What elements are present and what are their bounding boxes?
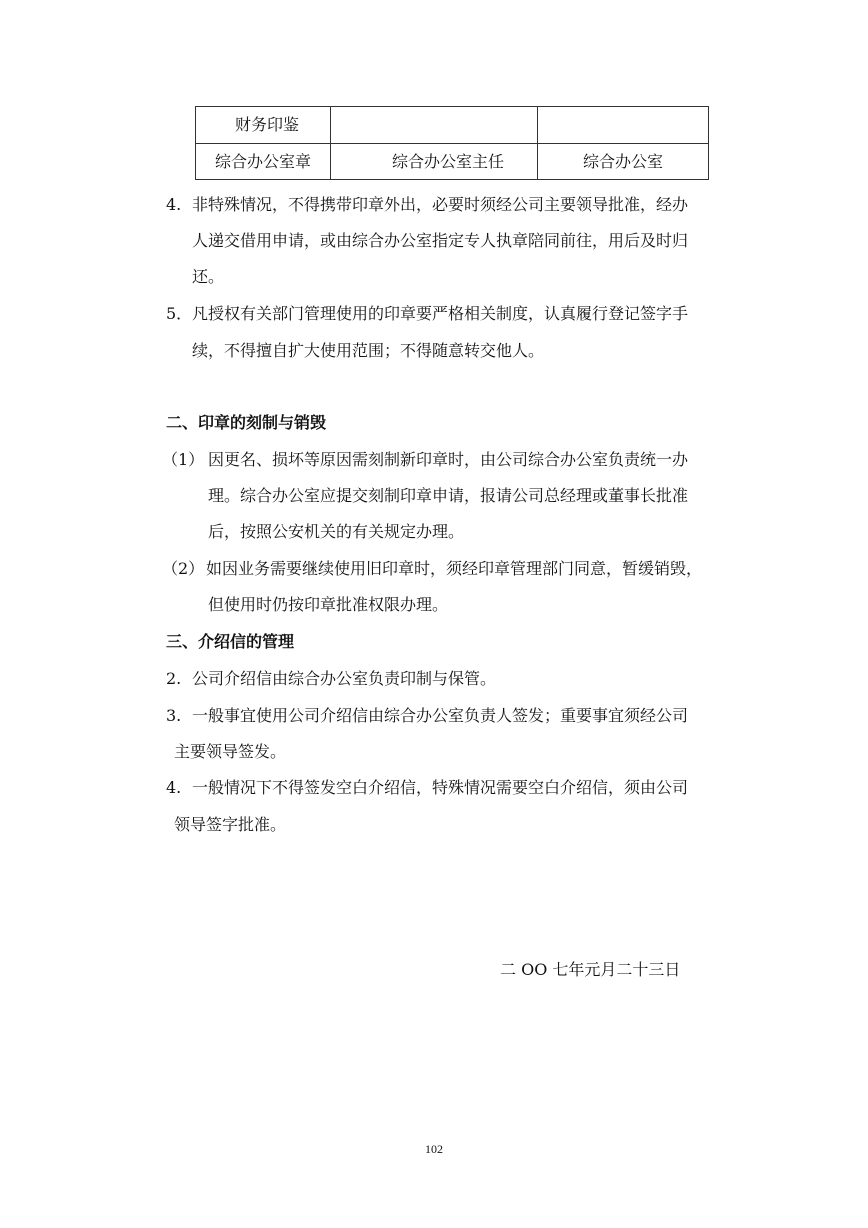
table-cell (538, 107, 708, 143)
item-number: 4. (166, 195, 182, 214)
item-text-line: 还。 (192, 267, 225, 286)
item-text-line: 但使用时仍按印章批准权限办理。 (208, 595, 449, 614)
item-text-line: 一般事宜使用公司介绍信由综合办公室负责人签发；重要事宜须经公司 (192, 706, 689, 725)
table-cell (331, 107, 538, 143)
page-number: 102 (425, 1142, 443, 1156)
item-text-line: 凡授权有关部门管理使用的印章要严格相关制度，认真履行登记签字手 (192, 304, 689, 323)
item-number: （1） (162, 450, 205, 469)
section-heading: 二、印章的刻制与销毁 (166, 413, 327, 432)
item-number: （2） (162, 559, 205, 578)
item-number: 3. (166, 706, 182, 725)
item-number: 4. (166, 778, 182, 797)
table-cell: 财务印鉴 (196, 107, 331, 143)
item-text-line: 一般情况下不得签发空白介绍信，特殊情况需要空白介绍信，须由公司 (192, 778, 689, 797)
item-number: 2. (166, 669, 182, 688)
item-text-line: 理。综合办公室应提交刻制印章申请，报请公司总经理或董事长批准 (208, 486, 689, 505)
item-text-line: 公司介绍信由综合办公室负责印制与保管。 (192, 669, 497, 688)
item-text-line: 领导签字批准。 (174, 815, 287, 834)
document-date: 二 OO 七年元月二十三日 (500, 960, 681, 979)
item-text-line: 续，不得擅自扩大使用范围；不得随意转交他人。 (192, 341, 545, 360)
item-number: 5． (166, 304, 193, 323)
table-cell: 综合办公室章 (196, 144, 331, 180)
item-text-line: 非特殊情况，不得携带印章外出，必要时须经公司主要领导批准，经办 (192, 195, 689, 214)
table-cell: 综合办公室 (582, 152, 663, 171)
table-row (196, 107, 708, 144)
table-cell: 综合办公室主任 (331, 144, 538, 180)
item-text-line: 后，按照公安机关的有关规定办理。 (208, 522, 465, 541)
section-heading: 三、介绍信的管理 (166, 632, 295, 651)
item-text-line: 人递交借用申请，或由综合办公室指定专人执章陪同前往，用后及时归 (192, 231, 689, 250)
item-text-line: 因更名、损坏等原因需刻制新印章时，由公司综合办公室负责统一办 (208, 450, 689, 469)
item-text-line: 主要领导签发。 (174, 742, 287, 761)
table-row (196, 144, 708, 180)
item-text-line: 如因业务需要继续使用旧印章时，须经印章管理部门同意，暂缓销毁， (206, 559, 703, 578)
seal-table (195, 106, 709, 180)
